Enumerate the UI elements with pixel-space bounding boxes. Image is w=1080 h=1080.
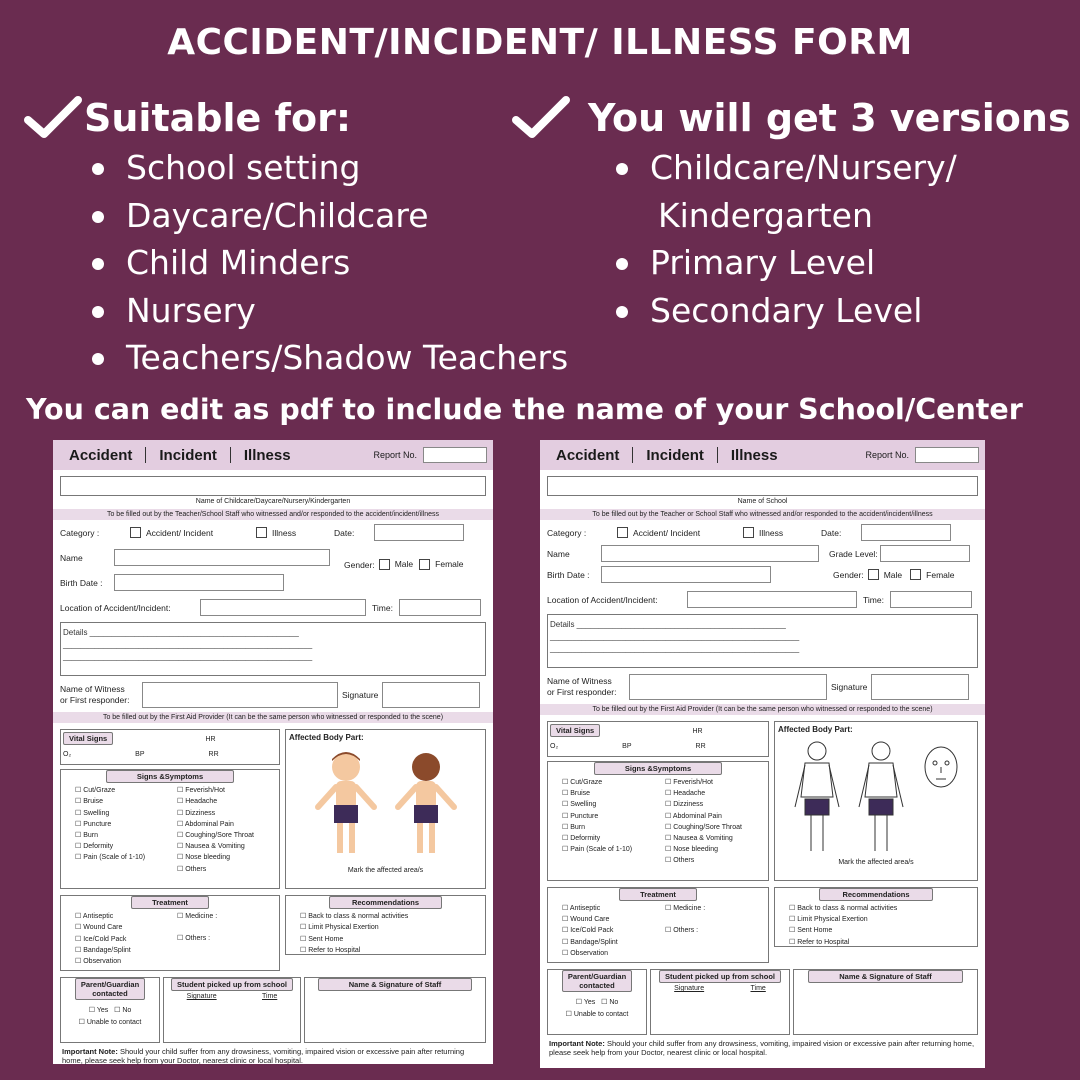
bp-label: BP bbox=[622, 743, 632, 750]
picked-signature-label: Signature bbox=[674, 985, 705, 992]
affected-body-title: Affected Body Part: bbox=[778, 725, 853, 734]
accident-label: Accident/ Incident bbox=[633, 527, 701, 538]
picked-up-title: Student picked up from school bbox=[659, 970, 781, 983]
symptom-item[interactable]: ☐ Pain (Scale of 1-10) bbox=[562, 846, 633, 854]
rr-label: RR bbox=[695, 743, 706, 750]
treatment-box bbox=[547, 887, 769, 963]
illness-label: Illness bbox=[759, 527, 784, 538]
recommendation-item[interactable]: ☐ Sent Home bbox=[789, 927, 833, 935]
mark-caption: Mark the affected area/s bbox=[347, 867, 424, 875]
responder-label: or First responder: bbox=[60, 695, 130, 706]
yes-option[interactable]: ☐ Yes bbox=[88, 1007, 109, 1015]
no-option[interactable]: ☐ No bbox=[114, 1007, 132, 1015]
unable-option[interactable]: ☐ Unable to contact bbox=[78, 1019, 142, 1027]
vital-signs-box bbox=[60, 729, 280, 765]
school-name-field[interactable] bbox=[547, 476, 978, 496]
contacted-title: contacted bbox=[579, 981, 615, 990]
vital-signs-title: Vital Signs bbox=[550, 724, 600, 737]
picked-time-label: Time bbox=[750, 985, 766, 992]
recommendations-box bbox=[285, 895, 486, 955]
category-label: Category : bbox=[547, 527, 587, 538]
yes-option[interactable]: ☐ Yes bbox=[575, 999, 596, 1006]
treatment-item[interactable]: ☐ Bandage/Splint bbox=[75, 946, 131, 954]
birth-label: Birth Date : bbox=[547, 569, 590, 580]
treatment-item[interactable]: ☐ Ice/Cold Pack bbox=[562, 927, 614, 935]
accident-checkbox[interactable] bbox=[617, 527, 628, 538]
symptom-item[interactable]: ☐ Swelling bbox=[562, 801, 597, 809]
illness-checkbox[interactable] bbox=[743, 527, 754, 538]
report-label: Report No. bbox=[373, 450, 417, 460]
symptoms-box bbox=[547, 761, 769, 881]
symptom-item[interactable]: ☐ Coughing/Sore Throat bbox=[665, 823, 742, 831]
picked-time-label: Time bbox=[262, 993, 278, 1001]
form-type-illness: Illness bbox=[243, 446, 291, 464]
name-field[interactable] bbox=[114, 549, 330, 566]
location-field[interactable] bbox=[200, 599, 366, 616]
report-field[interactable] bbox=[423, 447, 487, 463]
picked-up-box bbox=[650, 969, 790, 1035]
name-field[interactable] bbox=[601, 545, 819, 562]
bp-label: BP bbox=[135, 751, 145, 759]
form-header bbox=[540, 440, 985, 470]
gender-label: Gender: bbox=[833, 569, 864, 580]
witness-label: Name of Witness bbox=[547, 676, 612, 686]
parent-contacted-box bbox=[60, 977, 160, 1043]
list-item-continued: Kindergarten bbox=[658, 195, 873, 235]
versions-title: You will get 3 versions bbox=[588, 96, 1071, 140]
report-field[interactable] bbox=[915, 447, 979, 463]
staff-box[interactable] bbox=[793, 969, 978, 1035]
recommendation-item[interactable]: ☐ Refer to Hospital bbox=[300, 946, 361, 954]
recommendation-item[interactable]: ☐ Limit Physical Exertion bbox=[789, 916, 868, 924]
form-type-illness: Illness bbox=[730, 446, 778, 464]
symptom-item[interactable]: ☐ Others bbox=[177, 865, 207, 873]
others-item[interactable]: ☐ Others : bbox=[665, 927, 699, 935]
parent-contacted-box bbox=[547, 969, 647, 1035]
time-field[interactable] bbox=[399, 599, 481, 616]
suitable-section bbox=[24, 92, 569, 382]
female-checkbox[interactable] bbox=[419, 559, 430, 570]
symptom-item[interactable]: ☐ Puncture bbox=[75, 820, 112, 828]
recommendation-item[interactable]: ☐ Refer to Hospital bbox=[789, 938, 850, 946]
first-aid-strip: To be filled out by the First Aid Provider (It can be the same person who witnessed or responded to the scene) bbox=[53, 712, 493, 723]
treatment-item[interactable]: ☐ Wound Care bbox=[562, 916, 610, 924]
hr-label: HR bbox=[692, 728, 703, 735]
symptom-item[interactable]: ☐ Feverish/Hot bbox=[177, 787, 225, 795]
male-checkbox[interactable] bbox=[868, 569, 879, 580]
recommendation-item[interactable]: ☐ Limit Physical Exertion bbox=[300, 924, 379, 932]
date-field[interactable] bbox=[861, 524, 951, 541]
female-label: Female bbox=[926, 569, 955, 580]
illness-label: Illness bbox=[272, 527, 297, 538]
grade-label: Grade Level: bbox=[829, 548, 878, 559]
symptom-item[interactable]: ☐ Puncture bbox=[562, 812, 599, 820]
symptom-item[interactable]: ☐ Headache bbox=[665, 790, 706, 798]
o2-label: O₂ bbox=[550, 743, 559, 750]
treatment-title: Treatment bbox=[619, 888, 697, 901]
report-label: Report No. bbox=[865, 450, 909, 460]
vital-signs-box bbox=[547, 721, 769, 757]
form-preview-childcare bbox=[53, 440, 493, 1064]
form-type-incident: Incident bbox=[646, 446, 704, 464]
details-label: Details bbox=[63, 628, 88, 638]
time-label: Time: bbox=[372, 602, 393, 613]
form-preview-school bbox=[540, 440, 985, 1068]
parent-title: Parent/Guardian bbox=[567, 972, 627, 981]
o2-label: O₂ bbox=[63, 751, 72, 759]
recommendation-item[interactable]: ☐ Sent Home bbox=[300, 935, 344, 943]
checkmark-icon bbox=[512, 96, 570, 140]
treatment-item[interactable]: ☐ Bandage/Splint bbox=[562, 938, 618, 946]
date-field[interactable] bbox=[374, 524, 464, 541]
list-item: Secondary Level bbox=[616, 287, 1072, 335]
symptom-item[interactable]: ☐ Cut/Graze bbox=[562, 779, 603, 786]
name-label: Name bbox=[547, 548, 570, 559]
teacher-strip: To be filled out by the Teacher or School Staff who witnessed and/or responded to the accident/incident/illness bbox=[540, 509, 985, 520]
witness-field[interactable] bbox=[629, 674, 827, 700]
symptom-item[interactable]: ☐ Feverish/Hot bbox=[665, 779, 713, 786]
symptom-item[interactable]: ☐ Others bbox=[665, 857, 695, 865]
treatment-item[interactable]: ☐ Antiseptic bbox=[75, 913, 114, 921]
signature-label: Signature bbox=[831, 682, 868, 692]
important-note: Important Note: Should your child suffer from any drowsiness, vomiting, impaired vision or excessive pain after returning home, please seek help from your Doctor, nearest clinic or local hospital. bbox=[549, 1039, 975, 1057]
female-label: Female bbox=[435, 559, 464, 569]
list-item: Childcare/Nursery/ bbox=[616, 144, 1072, 192]
accident-label: Accident/ Incident bbox=[146, 527, 214, 538]
medicine-item[interactable]: ☐ Medicine : bbox=[177, 913, 218, 921]
female-checkbox[interactable] bbox=[910, 569, 921, 580]
symptom-item[interactable]: ☐ Headache bbox=[177, 798, 218, 806]
treatment-item[interactable]: ☐ Antiseptic bbox=[562, 905, 601, 912]
symptoms-box bbox=[60, 769, 280, 889]
male-label: Male bbox=[394, 559, 414, 569]
list-item: Teachers/Shadow Teachers bbox=[92, 334, 564, 382]
symptom-item[interactable]: ☐ Dizziness bbox=[177, 809, 216, 817]
accident-checkbox[interactable] bbox=[130, 527, 141, 538]
details-field[interactable]: Details _______________________________________________ ________________________________________________________ ________________________________________________________ bbox=[60, 622, 486, 676]
symptom-item[interactable]: ☐ Nose bleeding bbox=[665, 846, 718, 854]
symptom-item[interactable]: ☐ Dizziness bbox=[665, 801, 704, 809]
list-item: Nursery bbox=[92, 287, 564, 335]
symptom-item[interactable]: ☐ Nose bleeding bbox=[177, 854, 230, 862]
staff-box[interactable] bbox=[304, 977, 486, 1043]
teacher-strip: To be filled out by the Teacher/School Staff who witnessed and/or responded to the accident/incident/illness bbox=[53, 509, 493, 520]
staff-title: Name & Signature of Staff bbox=[808, 970, 963, 983]
birth-date-field[interactable] bbox=[114, 574, 284, 591]
treatment-item[interactable]: ☐ Observation bbox=[75, 958, 121, 966]
mark-caption: Mark the affected area/s bbox=[838, 859, 914, 866]
symptom-item[interactable]: ☐ Swelling bbox=[75, 809, 110, 817]
versions-section bbox=[512, 92, 1072, 334]
birth-label: Birth Date : bbox=[60, 577, 103, 588]
location-label: Location of Accident/Incident: bbox=[547, 594, 658, 605]
symptom-item[interactable]: ☐ Nausea & Vomiting bbox=[665, 835, 733, 843]
witness-label: Name of Witness bbox=[60, 684, 125, 695]
details-label: Details bbox=[550, 620, 575, 629]
form-type-accident: Accident bbox=[69, 446, 133, 464]
school-name-caption: Name of School bbox=[737, 498, 788, 505]
suitable-title: Suitable for: bbox=[84, 96, 352, 140]
recommendation-item[interactable]: ☐ Back to class & normal activities bbox=[789, 905, 898, 912]
form-header bbox=[53, 440, 493, 470]
symptom-item[interactable]: ☐ Abdominal Pain bbox=[665, 812, 722, 820]
signature-field[interactable] bbox=[871, 674, 969, 700]
signature-label: Signature bbox=[342, 690, 379, 701]
grade-field[interactable] bbox=[880, 545, 970, 562]
treatment-title: Treatment bbox=[131, 896, 209, 909]
time-field[interactable] bbox=[890, 591, 972, 608]
recommendations-title: Recommendations bbox=[819, 888, 932, 901]
male-label: Male bbox=[883, 569, 903, 580]
staff-title: Name & Signature of Staff bbox=[318, 978, 473, 991]
symptom-item[interactable]: ☐ Nausea & Vomiting bbox=[177, 843, 245, 851]
form-type-accident: Accident bbox=[556, 446, 620, 464]
vital-signs-title: Vital Signs bbox=[63, 732, 113, 745]
medicine-item[interactable]: ☐ Medicine : bbox=[665, 905, 706, 912]
picked-up-box bbox=[163, 977, 301, 1043]
treatment-box bbox=[60, 895, 280, 971]
symptom-item[interactable]: ☐ Burn bbox=[562, 823, 586, 831]
symptom-item[interactable]: ☐ Deformity bbox=[75, 843, 114, 851]
symptom-item[interactable]: ☐ Bruise bbox=[75, 798, 104, 806]
responder-label: or First responder: bbox=[547, 687, 617, 697]
recommendation-item[interactable]: ☐ Back to class & normal activities bbox=[300, 913, 409, 921]
form-type-incident: Incident bbox=[159, 446, 217, 464]
treatment-item[interactable]: ☐ Observation bbox=[562, 949, 608, 957]
parent-title: Parent/Guardian bbox=[80, 980, 140, 990]
male-checkbox[interactable] bbox=[379, 559, 390, 570]
hr-label: HR bbox=[205, 736, 216, 744]
illness-checkbox[interactable] bbox=[256, 527, 267, 538]
contacted-title: contacted bbox=[92, 989, 128, 999]
symptom-item[interactable]: ☐ Burn bbox=[75, 832, 99, 840]
others-item[interactable]: ☐ Others : bbox=[177, 935, 211, 943]
affected-body-box bbox=[774, 721, 978, 881]
symptom-item[interactable]: ☐ Coughing/Sore Throat bbox=[177, 832, 254, 840]
affected-body-box bbox=[285, 729, 486, 889]
symptom-item[interactable]: ☐ Cut/Graze bbox=[75, 787, 116, 795]
important-note: Important Note: Should your child suffer from any drowsiness, vomiting, impaired vision or excessive pain after returning home, please seek help from your Doctor, nearest clinic or local hospital. bbox=[62, 1047, 465, 1066]
affected-body-title: Affected Body Part: bbox=[289, 733, 364, 743]
witness-field[interactable] bbox=[142, 682, 338, 708]
symptom-item[interactable]: ☐ Pain (Scale of 1-10) bbox=[75, 854, 146, 862]
symptoms-title: Signs &Symptoms bbox=[594, 762, 722, 775]
symptom-item[interactable]: ☐ Bruise bbox=[562, 790, 591, 798]
birth-date-field[interactable] bbox=[601, 566, 771, 583]
picked-signature-label: Signature bbox=[186, 993, 217, 1001]
recommendations-box bbox=[774, 887, 978, 947]
checkmark-icon bbox=[24, 96, 82, 140]
list-item: Child Minders bbox=[92, 239, 564, 287]
school-name-caption: Name of Childcare/Daycare/Nursery/Kindergarten bbox=[195, 498, 351, 505]
details-field[interactable]: Details _______________________________________________ ________________________________________________________ ________________________________________________________ bbox=[547, 614, 978, 668]
symptoms-title: Signs &Symptoms bbox=[106, 770, 234, 783]
symptom-item[interactable]: ☐ Abdominal Pain bbox=[177, 820, 234, 828]
list-item: Daycare/Childcare bbox=[92, 192, 564, 240]
list-item: School setting bbox=[92, 144, 564, 192]
treatment-item[interactable]: ☐ Wound Care bbox=[75, 924, 123, 932]
signature-field[interactable] bbox=[382, 682, 480, 708]
picked-up-title: Student picked up from school bbox=[171, 978, 293, 991]
school-name-field[interactable] bbox=[60, 476, 486, 496]
time-label: Time: bbox=[863, 594, 884, 605]
recommendations-title: Recommendations bbox=[329, 896, 442, 909]
no-option[interactable]: ☐ No bbox=[601, 999, 619, 1006]
symptom-item[interactable]: ☐ Deformity bbox=[562, 835, 601, 843]
location-label: Location of Accident/Incident: bbox=[60, 602, 171, 613]
child-body-figures[interactable] bbox=[286, 745, 476, 865]
gender-label: Gender: bbox=[344, 559, 375, 570]
rr-label: RR bbox=[208, 751, 219, 759]
page-title: ACCIDENT/INCIDENT/ ILLNESS FORM bbox=[167, 22, 913, 63]
date-label: Date: bbox=[821, 527, 842, 538]
date-label: Date: bbox=[334, 527, 355, 538]
name-label: Name bbox=[60, 552, 83, 563]
unable-option[interactable]: ☐ Unable to contact bbox=[565, 1011, 629, 1018]
edit-note: You can edit as pdf to include the name of your School/Center bbox=[26, 393, 1023, 426]
adult-body-figures[interactable] bbox=[775, 737, 971, 857]
treatment-item[interactable]: ☐ Ice/Cold Pack bbox=[75, 935, 127, 943]
category-label: Category : bbox=[60, 527, 100, 538]
list-item: Primary Level bbox=[616, 239, 1072, 287]
location-field[interactable] bbox=[687, 591, 857, 608]
first-aid-strip: To be filled out by the First Aid Provider (It can be the same person who witnessed or responded to the scene) bbox=[540, 704, 985, 715]
